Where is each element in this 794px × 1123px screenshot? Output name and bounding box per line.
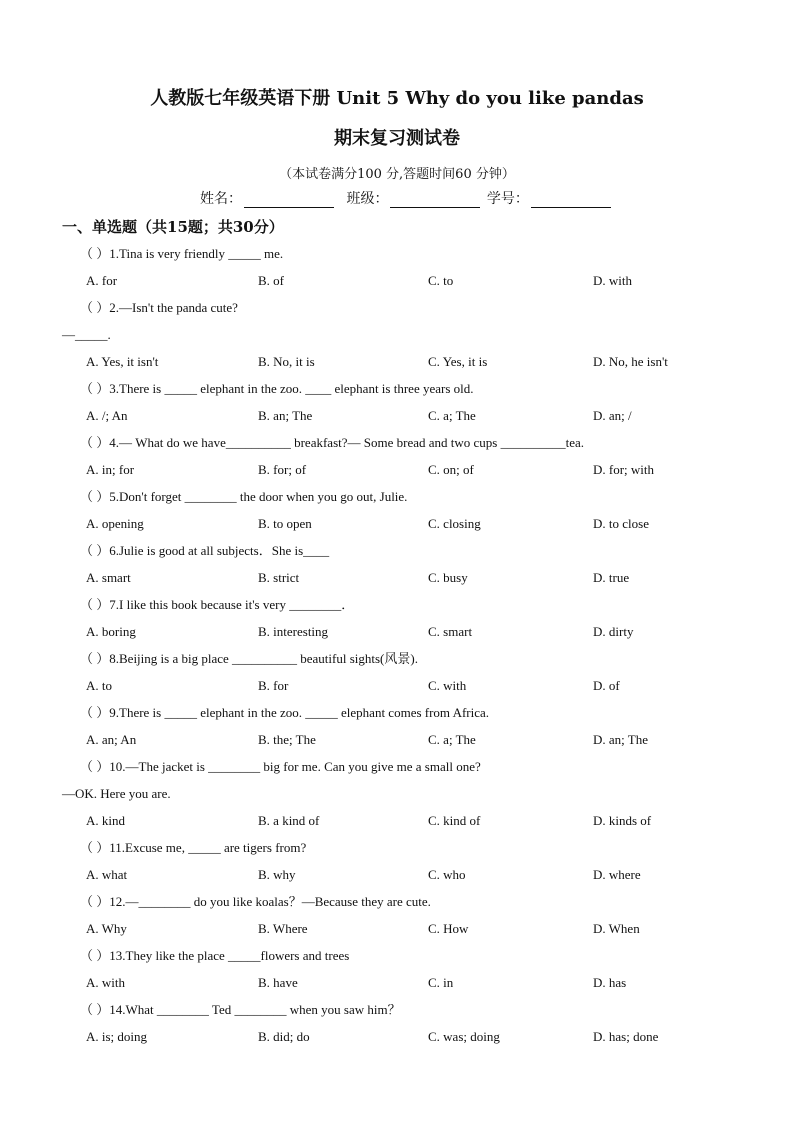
question-stem: （ ）10.—The jacket is ________ big for me. Can you give me a small one? [80, 759, 481, 774]
question-stem: （ ）1.Tina is very friendly _____ me. [80, 246, 284, 261]
question-stem: （ ）11.Excuse me, _____ are tigers from? [80, 840, 307, 855]
answer-option[interactable]: D. to close [593, 516, 649, 531]
answer-option[interactable]: D. an; / [593, 408, 632, 423]
answer-option[interactable]: B. a kind of [258, 813, 320, 828]
answer-option[interactable]: A. Why [86, 921, 127, 936]
answer-option[interactable]: B. have [258, 975, 298, 990]
answer-option[interactable]: A. what [86, 867, 128, 882]
answer-option[interactable]: B. did; do [258, 1029, 310, 1044]
answer-option[interactable]: B. of [258, 273, 284, 288]
answer-option[interactable]: C. a; The [428, 408, 476, 423]
exam-subtitle: 期末复习测试卷 [334, 128, 460, 149]
answer-option[interactable]: B. for; of [258, 462, 307, 477]
question-stem: （ ）4.— What do we have__________ breakfast?— Some bread and two cups __________tea. [80, 435, 584, 450]
answer-option[interactable]: C. who [428, 867, 466, 882]
class-label: 班级： [346, 191, 389, 207]
answer-option[interactable]: C. closing [428, 516, 481, 531]
answer-option[interactable]: B. to open [258, 516, 312, 531]
question-stem: （ ）5.Don't forget ________ the door when you go out, Julie. [80, 489, 408, 504]
question-stem: （ ）2.—Isn't the panda cute? [80, 300, 238, 315]
answer-option[interactable]: C. How [428, 921, 469, 936]
answer-option[interactable]: D. kinds of [593, 813, 652, 828]
answer-option[interactable]: A. an; An [86, 732, 137, 747]
question-stem: （ ）7.I like this book because it's very ________． [80, 597, 355, 612]
answer-option[interactable]: C. busy [428, 570, 468, 585]
id-label: 学号： [486, 191, 529, 207]
answer-option[interactable]: A. in; for [86, 462, 135, 477]
answer-option[interactable]: C. smart [428, 624, 473, 639]
name-label: 姓名： [200, 191, 242, 207]
answer-option[interactable]: C. to [428, 273, 454, 288]
answer-option[interactable]: A. kind [86, 813, 125, 828]
answer-option[interactable]: C. with [428, 678, 467, 693]
answer-option[interactable]: A. Yes, it isn't [86, 354, 159, 369]
answer-option[interactable]: D. true [593, 570, 630, 585]
exam-title: 人教版七年级英语下册 Unit 5 Why do you like pandas [150, 88, 644, 109]
exam-note: （本试卷满分100 分,答题时间60 分钟） [279, 167, 515, 182]
answer-option[interactable]: C. in [428, 975, 454, 990]
question-stem: （ ）9.There is _____ elephant in the zoo. _____ elephant comes from Africa. [80, 705, 490, 720]
question-stem-continued: —OK. Here you are. [62, 786, 171, 801]
question-stem: （ ）6.Julie is good at all subjects．She is____ [80, 543, 330, 558]
answer-option[interactable]: B. the; The [258, 732, 316, 747]
answer-option[interactable]: B. an; The [258, 408, 313, 423]
answer-option[interactable]: B. No, it is [258, 354, 315, 369]
answer-option[interactable]: D. dirty [593, 624, 634, 639]
answer-option[interactable]: B. for [258, 678, 289, 693]
answer-option[interactable]: A. smart [86, 570, 131, 585]
question-stem: （ ）13.They like the place _____flowers and trees [80, 948, 350, 963]
question-stem: （ ）12.—________ do you like koalas？—Because they are cute. [80, 894, 431, 909]
answer-option[interactable]: D. with [593, 273, 632, 288]
answer-option[interactable]: C. was; doing [428, 1029, 500, 1044]
answer-option[interactable]: A. opening [86, 516, 144, 531]
answer-option[interactable]: B. Where [258, 921, 308, 936]
answer-option[interactable]: C. Yes, it is [428, 354, 488, 369]
answer-option[interactable]: A. to [86, 678, 112, 693]
answer-option[interactable]: D. No, he isn't [593, 354, 668, 369]
answer-option[interactable]: C. a; The [428, 732, 476, 747]
answer-option[interactable]: A. /; An [86, 408, 128, 423]
answer-option[interactable]: B. interesting [258, 624, 329, 639]
question-stem: （ ）3.There is _____ elephant in the zoo. ____ elephant is three years old. [80, 381, 474, 396]
answer-option[interactable]: D. of [593, 678, 620, 693]
question-stem-continued: —_____. [62, 327, 111, 342]
answer-option[interactable]: C. kind of [428, 813, 481, 828]
answer-option[interactable]: D. When [593, 921, 640, 936]
answer-option[interactable]: A. with [86, 975, 125, 990]
question-stem: （ ）8.Beijing is a big place __________ beautiful sights(风景). [80, 651, 418, 666]
section-title: 一、单选题（共15题；共30分） [62, 218, 284, 236]
answer-option[interactable]: A. boring [86, 624, 136, 639]
answer-option[interactable]: D. an; The [593, 732, 648, 747]
answer-option[interactable]: C. on; of [428, 462, 474, 477]
answer-option[interactable]: D. for; with [593, 462, 655, 477]
answer-option[interactable]: B. why [258, 867, 296, 882]
answer-option[interactable]: A. for [86, 273, 118, 288]
answer-option[interactable]: B. strict [258, 570, 300, 585]
answer-option[interactable]: D. has [593, 975, 627, 990]
answer-option[interactable]: A. is; doing [86, 1029, 148, 1044]
answer-option[interactable]: D. where [593, 867, 641, 882]
answer-option[interactable]: D. has; done [593, 1029, 659, 1044]
question-stem: （ ）14.What ________ Ted ________ when you saw him？ [80, 1002, 401, 1017]
